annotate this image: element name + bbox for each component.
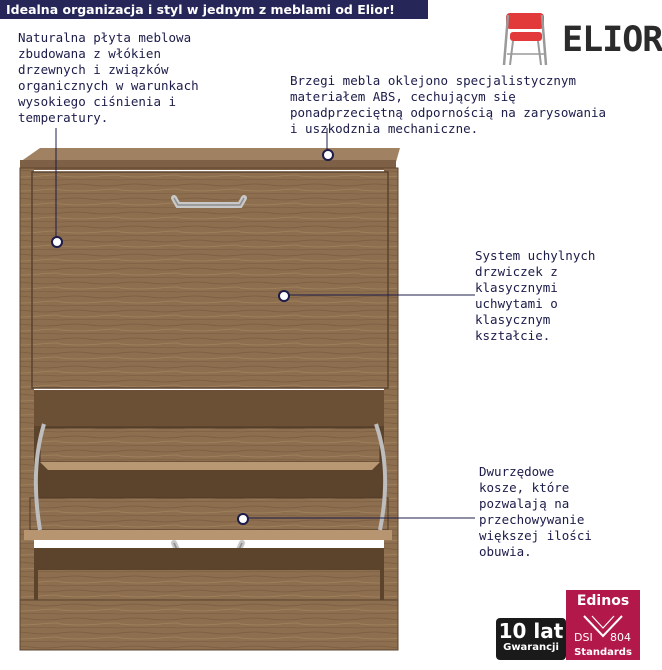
edinos-number: 804 — [610, 631, 631, 644]
edinos-dsi: DSI — [574, 631, 593, 644]
pointer-dot-baskets — [237, 513, 249, 525]
pointer-dot-doors — [278, 290, 290, 302]
warranty-label: Gwarancji — [503, 642, 559, 653]
edinos-badge — [566, 590, 640, 660]
brand-name: ELIOR — [562, 20, 662, 60]
pointer-dot-board — [51, 236, 63, 248]
promo-banner: Idealna organizacja i styl w jednym z meblami od Elior! — [0, 0, 428, 19]
edinos-title: Edinos — [576, 593, 630, 609]
warranty-years: 10 lat — [498, 619, 564, 643]
note-tilt-doors: System uchylnych drzwiczek z klasycznymi uchwytami o klasycznym kształcie. — [475, 248, 596, 343]
note-baskets: Dwurzędowe kosze, które pozwalają na przechowywanie większej ilości obuwia. — [479, 464, 592, 559]
warranty-badge — [496, 618, 566, 660]
note-abs-edges: Brzegi mebla oklejono specjalistycznym materiałem ABS, cechującym się ponadprzeciętną odpornością na zarysowania i uszkodznia mechaniczne. — [290, 73, 607, 136]
note-board-material: Naturalna płyta meblowa zbudowana z włókien drzewnych i związków organicznych w warunkach wysokiego ciśnienia i temperatury. — [18, 30, 199, 125]
pointer-dot-edges — [322, 149, 334, 161]
edinos-standards: Standards — [574, 647, 632, 658]
